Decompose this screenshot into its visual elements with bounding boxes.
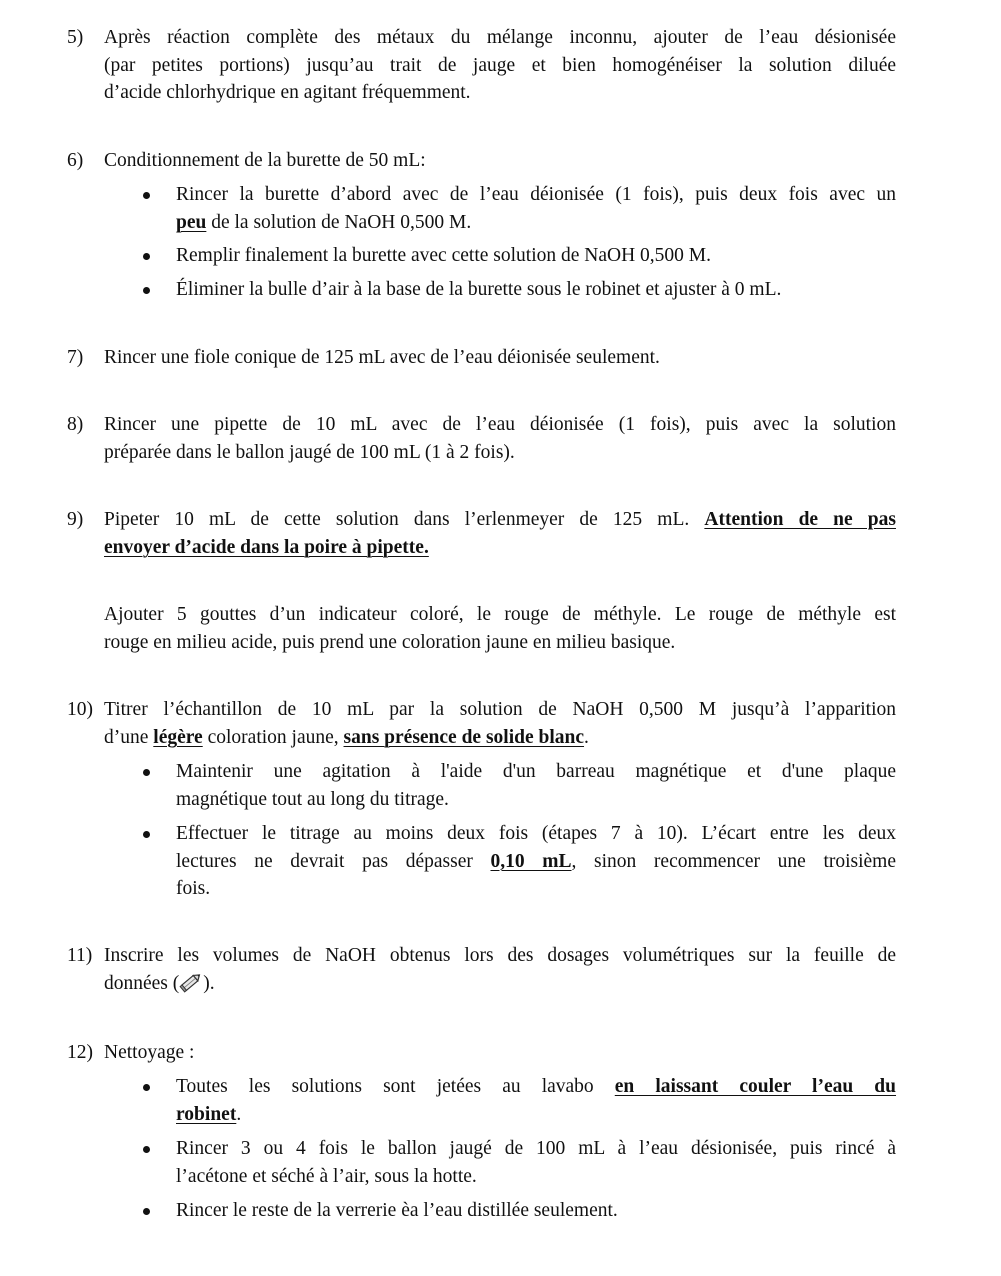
step-number: 6) bbox=[67, 150, 84, 171]
bullet-item bbox=[176, 181, 896, 236]
step-12 bbox=[67, 1039, 896, 1067]
bullet-dot bbox=[143, 1084, 150, 1091]
step-title: Nettoyage : bbox=[104, 1042, 195, 1063]
bullet-text-line bbox=[176, 1101, 896, 1129]
bullet-text-line bbox=[176, 209, 896, 237]
step-5 bbox=[67, 24, 896, 107]
bullet-text-line: Rincer le reste de la verrerie èa l’eau distillée seulement. bbox=[176, 1200, 618, 1221]
step-10-bullets bbox=[176, 758, 896, 903]
bullet-dot bbox=[143, 192, 150, 199]
bullet-text-line bbox=[176, 1073, 896, 1101]
bullet-dot bbox=[143, 831, 150, 838]
step-text-line: (par petites portions) jusqu’au trait de jauge et bien homogénéiser la solution diluée bbox=[104, 54, 896, 76]
bullet-text-line bbox=[176, 848, 896, 876]
bullet-text-line: magnétique tout au long du titrage. bbox=[176, 788, 449, 810]
step-text: d’une bbox=[104, 726, 154, 748]
pencil-icon bbox=[179, 971, 203, 993]
step-12-bullets bbox=[176, 1073, 896, 1225]
bullet-text: , sinon recommencer une troisième bbox=[571, 850, 897, 872]
step-number: 10) bbox=[67, 699, 93, 720]
step-text-line: Inscrire les volumes de NaOH obtenus lors des dosages volumétriques sur la feuille de bbox=[104, 945, 896, 966]
bullet-item bbox=[176, 276, 896, 304]
bullet-dot bbox=[143, 769, 150, 776]
step-text-line bbox=[104, 970, 896, 998]
step-9-note bbox=[104, 601, 896, 656]
note-text-line: rouge en milieu acide, puis prend une coloration jaune en milieu basique. bbox=[104, 631, 676, 653]
bullet-text: . bbox=[236, 1103, 242, 1125]
step-text-line: d’acide chlorhydrique en agitant fréquemment. bbox=[104, 82, 471, 103]
emphasis-text: sans présence de solide blanc bbox=[343, 726, 585, 748]
bullet-text-line: Remplir finalement la burette avec cette solution de NaOH 0,500 M. bbox=[176, 245, 712, 266]
bullet-text-line: l’acétone et séché à l’air, sous la hotte. bbox=[176, 1165, 477, 1187]
step-6-bullets bbox=[176, 181, 896, 303]
step-number: 12) bbox=[67, 1042, 93, 1063]
emphasis-text: peu bbox=[176, 211, 207, 233]
bullet-dot bbox=[143, 1146, 150, 1153]
bullet-text: Toutes les solutions sont jetées au lavabo bbox=[176, 1076, 615, 1097]
step-text-line bbox=[104, 506, 896, 534]
bullet-item bbox=[176, 820, 896, 903]
step-10 bbox=[67, 696, 896, 751]
step-text-line: Après réaction complète des métaux du mélange inconnu, ajouter de l’eau désionisée bbox=[104, 27, 896, 48]
step-text-line: préparée dans le ballon jaugé de 100 mL (1 à 2 fois). bbox=[104, 441, 515, 463]
step-number: 9) bbox=[67, 509, 84, 530]
warning-text: envoyer d’acide dans la poire à pipette. bbox=[104, 536, 429, 558]
step-number: 8) bbox=[67, 414, 84, 435]
step-text: données ( bbox=[104, 972, 180, 994]
bullet-item bbox=[176, 242, 896, 270]
step-number: 7) bbox=[67, 347, 84, 368]
bullet-text-line: Maintenir une agitation à l'aide d'un barreau magnétique et d'une plaque bbox=[176, 761, 896, 782]
step-text-line bbox=[104, 724, 896, 752]
step-text-line: Titrer l’échantillon de 10 mL par la solution de NaOH 0,500 M jusqu’à l’apparition bbox=[104, 699, 896, 720]
step-number: 5) bbox=[67, 27, 84, 48]
bullet-item bbox=[176, 758, 896, 813]
warning-text: Attention de ne pas bbox=[704, 509, 896, 530]
bullet-text-line: Rincer la burette d’abord avec de l’eau déionisée (1 fois), puis deux fois avec un bbox=[176, 184, 896, 205]
step-text: coloration jaune, bbox=[202, 726, 344, 748]
step-9 bbox=[67, 506, 896, 561]
step-11 bbox=[67, 942, 896, 997]
bullet-dot bbox=[143, 287, 150, 294]
bullet-text-line: Effectuer le titrage au moins deux fois (étapes 7 à 10). L’écart entre les deux bbox=[176, 823, 896, 844]
step-text-line: Rincer une fiole conique de 125 mL avec de l’eau déionisée seulement. bbox=[104, 347, 660, 368]
emphasis-text: robinet bbox=[176, 1103, 237, 1125]
step-number: 11) bbox=[67, 945, 93, 966]
step-text: . bbox=[584, 726, 589, 748]
note-text-line: Ajouter 5 gouttes d’un indicateur coloré, le rouge de méthyle. Le rouge de méthyle est bbox=[104, 604, 896, 625]
emphasis-text: légère bbox=[153, 726, 203, 748]
bullet-text: de la solution de NaOH 0,500 M. bbox=[206, 211, 472, 233]
emphasis-text: 0,10 mL bbox=[490, 850, 572, 872]
emphasis-text: en laissant couler l’eau du bbox=[614, 1076, 897, 1097]
step-7 bbox=[67, 344, 896, 372]
bullet-text-line: Éliminer la bulle d’air à la base de la burette sous le robinet et ajuster à 0 mL. bbox=[176, 278, 782, 300]
bullet-item bbox=[176, 1135, 896, 1190]
bullet-item bbox=[176, 1197, 896, 1225]
step-6 bbox=[67, 147, 896, 175]
bullet-text: lectures ne devrait pas dépasser bbox=[176, 850, 491, 872]
bullet-dot bbox=[143, 253, 150, 260]
step-title: Conditionnement de la burette de 50 mL: bbox=[104, 150, 426, 171]
bullet-text-line: Rincer 3 ou 4 fois le ballon jaugé de 100 mL à l’eau désionisée, puis rincé à bbox=[176, 1138, 896, 1159]
bullet-text-line: fois. bbox=[176, 878, 211, 899]
bullet-dot bbox=[143, 1208, 150, 1215]
step-text-line bbox=[104, 534, 896, 562]
step-8 bbox=[67, 411, 896, 466]
step-text-line: Rincer une pipette de 10 mL avec de l’eau déionisée (1 fois), puis avec la solution bbox=[104, 414, 896, 435]
step-text: Pipeter 10 mL de cette solution dans l’erlenmeyer de 125 mL. bbox=[104, 509, 705, 530]
bullet-item bbox=[176, 1073, 896, 1128]
step-text: ). bbox=[203, 972, 215, 994]
